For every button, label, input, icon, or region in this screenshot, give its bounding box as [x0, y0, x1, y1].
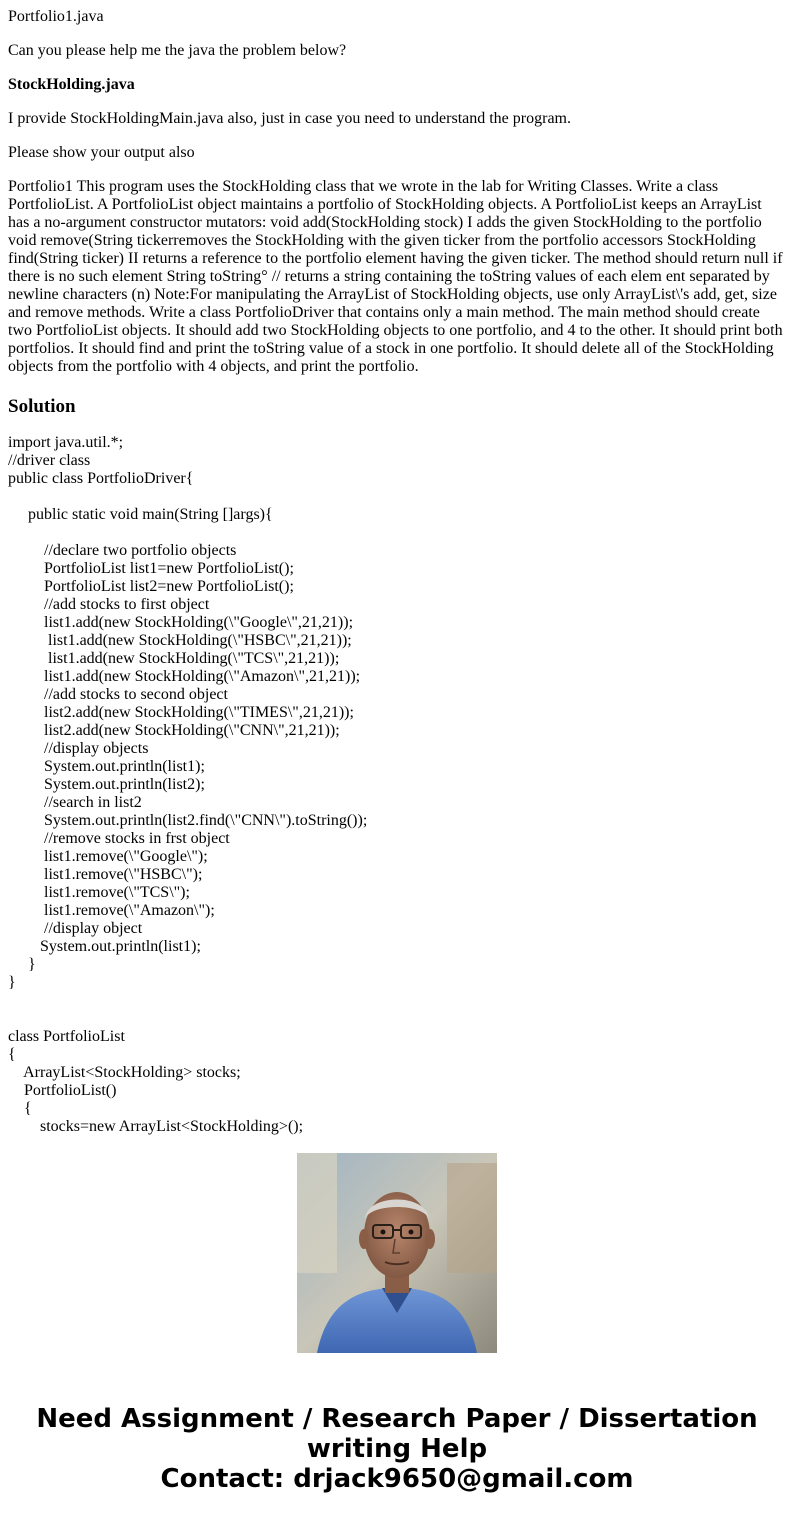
code-line: list1.remove(\"Google\"); [8, 848, 208, 865]
code-line: list1.remove(\"Amazon\"); [8, 902, 215, 919]
code-line: PortfolioList list2=new PortfolioList(); [8, 578, 294, 595]
provide-note: I provide StockHoldingMain.java also, just in case you need to understand the program. [8, 110, 571, 127]
code-line [8, 488, 786, 506]
solution-heading: Solution [8, 396, 76, 417]
code-line: //add stocks to first object [8, 596, 210, 613]
author-portrait-image [297, 1153, 497, 1353]
code-line: public static void main(String []args){ [8, 506, 273, 523]
author-avatar [297, 1153, 497, 1353]
code-line: import java.util.*; [8, 434, 124, 451]
code-line: } [8, 974, 16, 991]
code-line: //search in list2 [8, 794, 142, 811]
code-line: //driver class [8, 452, 91, 469]
code-line [8, 992, 786, 1010]
code-line [8, 524, 786, 542]
code-line: //declare two portfolio objects [8, 542, 237, 559]
code-line: //display objects [8, 740, 149, 757]
code-line [8, 1010, 786, 1028]
question-request: Can you please help me the java the problem below? [8, 42, 347, 59]
code-line: //display object [8, 920, 143, 937]
promo-line-2: writing Help [306, 1434, 488, 1464]
question-body: Portfolio1 This program uses the StockHolding class that we wrote in the lab for Writing Classes. Write a class PortfolioList. A PortfolioList object maintains a portfolio of StockHolding objects. A PortfolioList keeps an ArrayList has a no-argument constructor mutators: void add(StockHolding stock) I adds the given StockHolding to the portfolio void remove(String tickerremoves the StockHolding with the given ticker from the portfolio accessors StockHolding find(String ticker) II returns a reference to the portfolio element having the given ticker. The method should return null if there is no such element String toString° // returns a string containing the toString values of each elem ent separated by newline characters (n) Note:For manipulating the ArrayList of StockHolding objects, use only ArrayList\'s add, get, size and remove methods. Write a class PortfolioDriver that contains only a main method. The main method should create two PortfolioList objects. It should add two StockHolding objects to one portfolio, and 4 to the other. It should print both portfolios. It should find and print the toString value of a stock in one portfolio. It should delete all of the StockHolding objects from the portfolio with 4 objects, and print the portfolio. [8, 178, 783, 375]
code-line: { [8, 1100, 32, 1117]
code-line: public class PortfolioDriver{ [8, 470, 194, 487]
code-line: list1.add(new StockHolding(\"Amazon\",21,21)); [8, 668, 361, 685]
promo-contact: Contact: drjack9650@gmail.com [160, 1464, 634, 1494]
code-line: { [8, 1046, 16, 1063]
code-line: list1.remove(\"TCS\"); [8, 884, 190, 901]
solution-code-block [8, 434, 786, 1135]
code-line: } [8, 956, 36, 973]
code-line: System.out.println(list1); [8, 938, 201, 955]
code-line: list1.add(new StockHolding(\"Google\",21,21)); [8, 614, 354, 631]
code-line: System.out.println(list2.find(\"CNN\").toString()); [8, 812, 368, 829]
code-line: System.out.println(list1); [8, 758, 205, 775]
code-line: //add stocks to second object [8, 686, 228, 703]
code-line: stocks=new ArrayList<StockHolding>(); [8, 1118, 304, 1135]
code-line: class PortfolioList [8, 1028, 125, 1045]
output-note: Please show your output also [8, 144, 195, 161]
code-line: list2.add(new StockHolding(\"CNN\",21,21)); [8, 722, 340, 739]
promo-line-1: Need Assignment / Research Paper / Dissertation [36, 1404, 758, 1434]
code-line: list1.add(new StockHolding(\"TCS\",21,21)); [8, 650, 340, 667]
file-title: Portfolio1.java [8, 8, 104, 25]
code-line: list1.add(new StockHolding(\"HSBC\",21,21)); [8, 632, 352, 649]
code-line: PortfolioList() [8, 1082, 117, 1099]
code-line: PortfolioList list1=new PortfolioList(); [8, 560, 294, 577]
code-line: list2.add(new StockHolding(\"TIMES\",21,21)); [8, 704, 354, 721]
code-line: //remove stocks in frst object [8, 830, 230, 847]
code-line: ArrayList<StockHolding> stocks; [8, 1064, 241, 1081]
promo-banner [0, 1404, 794, 1494]
code-line: list1.remove(\"HSBC\"); [8, 866, 203, 883]
code-line: System.out.println(list2); [8, 776, 205, 793]
question-heading: StockHolding.java [8, 76, 135, 93]
